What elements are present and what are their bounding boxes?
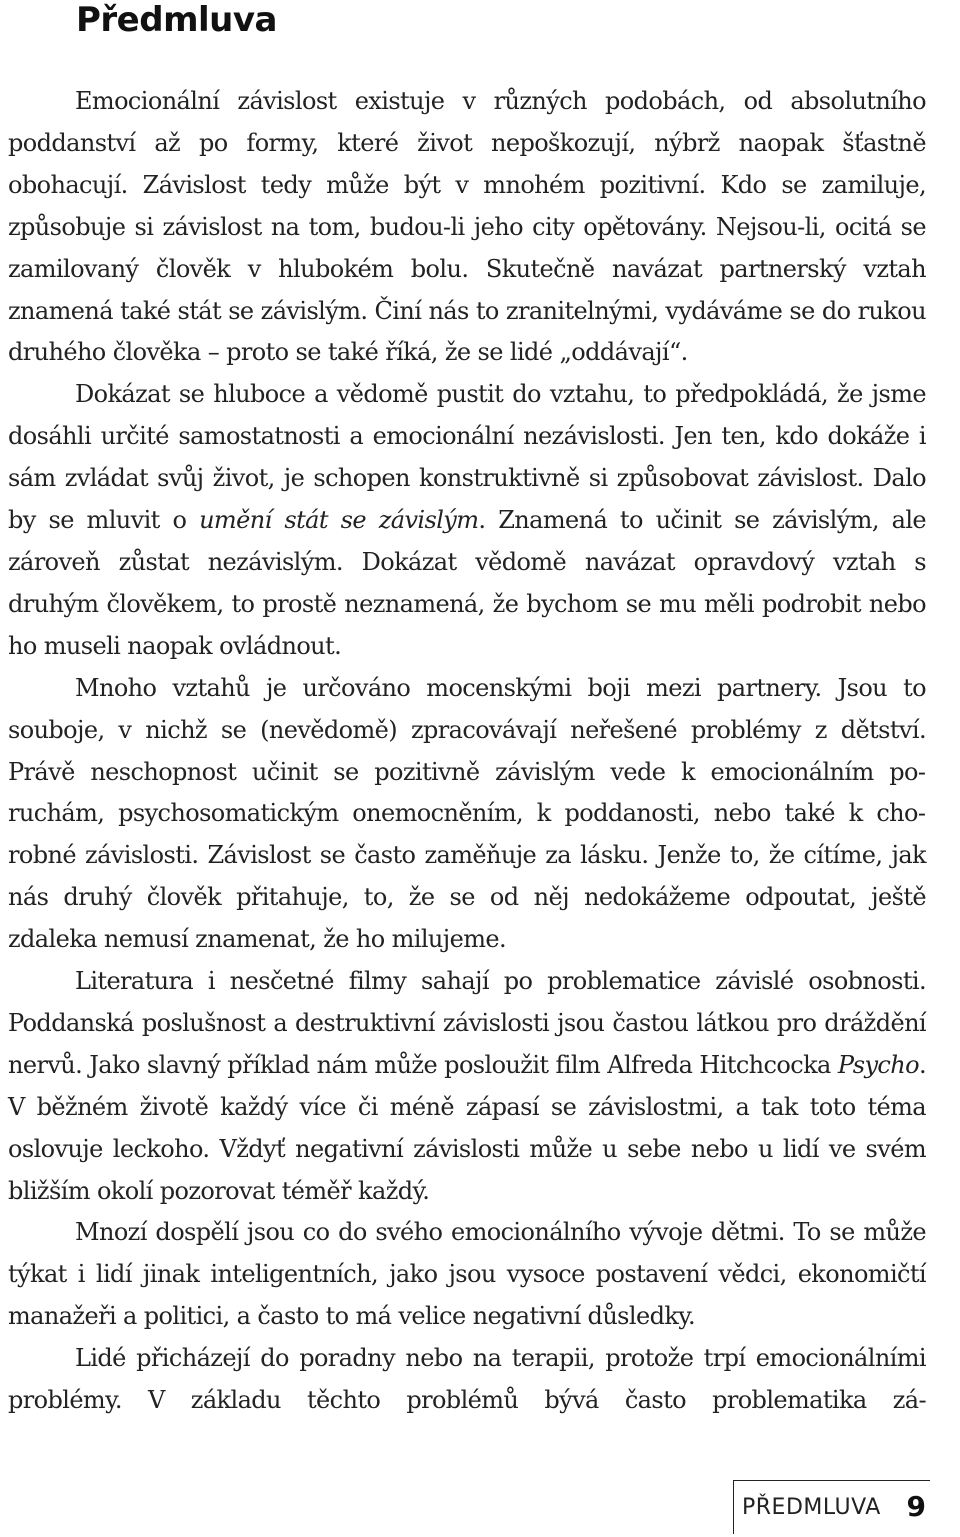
paragraph [8,961,926,1212]
chapter-title: Předmluva [76,0,277,40]
text-segment: Emocionální závislost existuje v různých podobách, od absolutního poddanství až po formy, které život nepoškozují, nýbrž naopak šťastně obohacují. Závislost tedy může být v mnohém pozitivní. Kdo se zamiluje, způsobuje si závislost na tom, budou-li jeho city opětovány. Nejsou-li, ocitá se zamilovaný člověk v hlubokém bolu. Skutečně navázat partnerský vztah znamená také stát se závislým. Činí nás to zranitelnými, vydáváme se do rukou druhého člověka – proto se také říká, že se lidé „oddávají“. [8,87,926,367]
section-label: PŘEDMLUVA [742,1495,881,1520]
paragraph [8,81,926,374]
text-segment: Mnozí dospělí jsou co do svého emocionálního vývoje dětmi. To se může týkat i lidí jinak inteligentních, jako jsou vysoce postavení vědci, ekonomičtí manažeři a politici, a často to má velice negativní důsledky. [8,1218,926,1331]
text-segment: Mnoho vztahů je určováno mocenskými boji mezi partnery. Jsou to souboje, v nichž se (nevědomě) zpracovávají neřešené problémy z dětství. Právě neschopnost učinit se pozitivně závislým vede k emocionálním poruchám, psychosomatickým onemocněním, k poddanosti, nebo také k chorobné závislosti. Závislost se často zaměňuje za lásku. Jenže to, že cítíme, jak nás druhý člověk přitahuje, to, že se od něj nedokážeme odpoutat, ještě zdaleka nemusí znamenat, že ho milujeme. [8,673,926,954]
body-text [8,81,926,1422]
text-segment: Dokázat se hluboce a vědomě pustit do vztahu, to předpokládá, že jsme dosáhli určité samostatnosti a emocionální nezávislosti. Jen ten, kdo dokáže i sám zvládat svůj život, je schopen konstruktivně si způsobovat závislost. Dalo by se mluvit o [8,380,926,535]
italic-phrase: umění stát se závislým [199,506,479,535]
text-segment: . Znamená to učinit se závislým, ale zároveň zůstat nezávislým. Dokázat vědomě navázat opravdový vztah s druhým člověkem, to prostě neznamená, že bychom se mu měli podrobit nebo ho museli naopak ovládnout. [8,506,927,660]
page-number: 9 [906,1490,926,1523]
text-segment: . V běžném životě každý více či méně zápasí se závislostmi, a tak toto téma oslovuje leckoho. Vždyť negativní závislosti může u sebe nebo u lidí ve svém bližším okolí pozorovat téměř každý. [8,1050,926,1205]
paragraph [8,1338,926,1422]
italic-title: Psycho [837,1050,919,1079]
text-segment: Lidé přicházejí do poradny nebo na terapii, protože trpí emocionálními problémy. V základu těchto problémů bývá často problematika zá- [8,1344,926,1415]
text-segment: Literatura i nesčetné filmy sahají po problematice závislé osobnosti. Poddanská poslušnost a destruktivní závislosti jsou častou látkou pro dráždění nervů. Jako slavný příklad nám může posloužit film Alfreda Hitchcocka [8,967,926,1079]
paragraph [8,668,926,961]
running-footer [733,1480,930,1534]
paragraph [8,374,926,667]
paragraph [8,1212,926,1338]
